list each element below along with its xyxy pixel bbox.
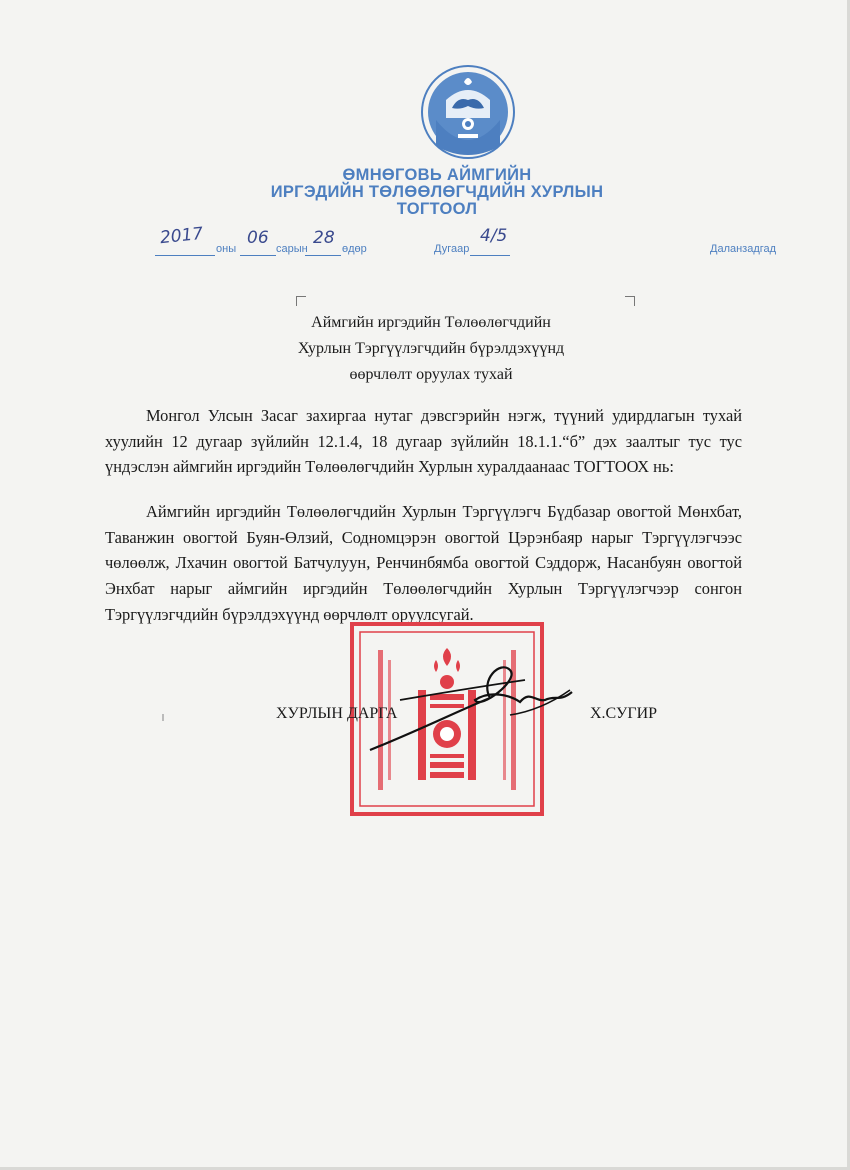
signatory-name: Х.СУГИР — [590, 705, 658, 722]
handwritten-signature — [360, 640, 580, 760]
day-label: өдөр — [342, 243, 367, 255]
title-line-2: Хурлын Тэргүүлэгчдийн бүрэлдэхүүнд — [297, 340, 565, 357]
paper-speck — [162, 714, 164, 721]
signatory-title: ХУРЛЫН ДАРГА — [276, 705, 398, 722]
body-paragraph-1: Монгол Улсын Засаг захиргаа нутаг дэвсгэрийн нэгж, түүний удирдлагын тухай хуулийн 12 дугаар зүйлийн 12.1.4, 18 дугаар зүйлийн 18.1.1.“б” дэх заалтыг тус тус үндэслэн аймгийн иргэдийн Төлөөлөгчдийн Хурлын хуралдаанаас ТОГТООХ нь: — [105, 406, 742, 477]
number-value: 4/5 — [480, 226, 508, 246]
title-line-3: өөрчлөлт оруулах тухай — [349, 366, 513, 383]
header-line-3: ТОГТООЛ — [396, 200, 478, 218]
year-underline — [155, 255, 215, 256]
header-line-1: ӨМНӨГОВЬ АЙМГИЙН — [342, 166, 532, 184]
title-bracket-right — [625, 296, 635, 306]
day-value: 28 — [313, 228, 335, 248]
header-line-2: ИРГЭДИЙН ТӨЛӨӨЛӨГЧДИЙН ХУРЛЫН — [270, 183, 604, 201]
day-underline — [305, 255, 341, 256]
month-underline — [240, 255, 276, 256]
year-label: оны — [216, 243, 237, 255]
title-line-1: Аймгийн иргэдийн Төлөөлөгчдийн — [311, 314, 551, 331]
year-value: 2017 — [159, 223, 205, 249]
number-label: Дугаар — [434, 243, 470, 255]
number-underline — [470, 255, 510, 256]
state-emblem-icon — [418, 60, 518, 162]
month-value: 06 — [247, 228, 269, 248]
body-paragraph-2: Аймгийн иргэдийн Төлөөлөгчдийн Хурлын Тэргүүлэгч Бүдбазар овогтой Мөнхбат, Таванжин овогтой Буян-Өлзий, Содномцэрэн овогтой Цэрэнбаяр нарыг Тэргүүлэгчээс чөлөөлж, Лхачин овогтой Батчулуун, Ренчинбямба овогтой Сэддорж, Насанбуян овогтой Энхбат нарыг аймгийн иргэдийн Төлөөлөгчдийн Хурлын Тэргүүлэгчээр сонгон Тэргүүлэгчдийн бүрэлдэхүүнд өөрчлөлт оруулсугай. — [105, 502, 742, 624]
month-label: сарын — [276, 243, 308, 255]
date-line — [0, 223, 850, 260]
title-bracket-left — [296, 296, 306, 306]
place-name: Даланзадгад — [710, 243, 777, 255]
